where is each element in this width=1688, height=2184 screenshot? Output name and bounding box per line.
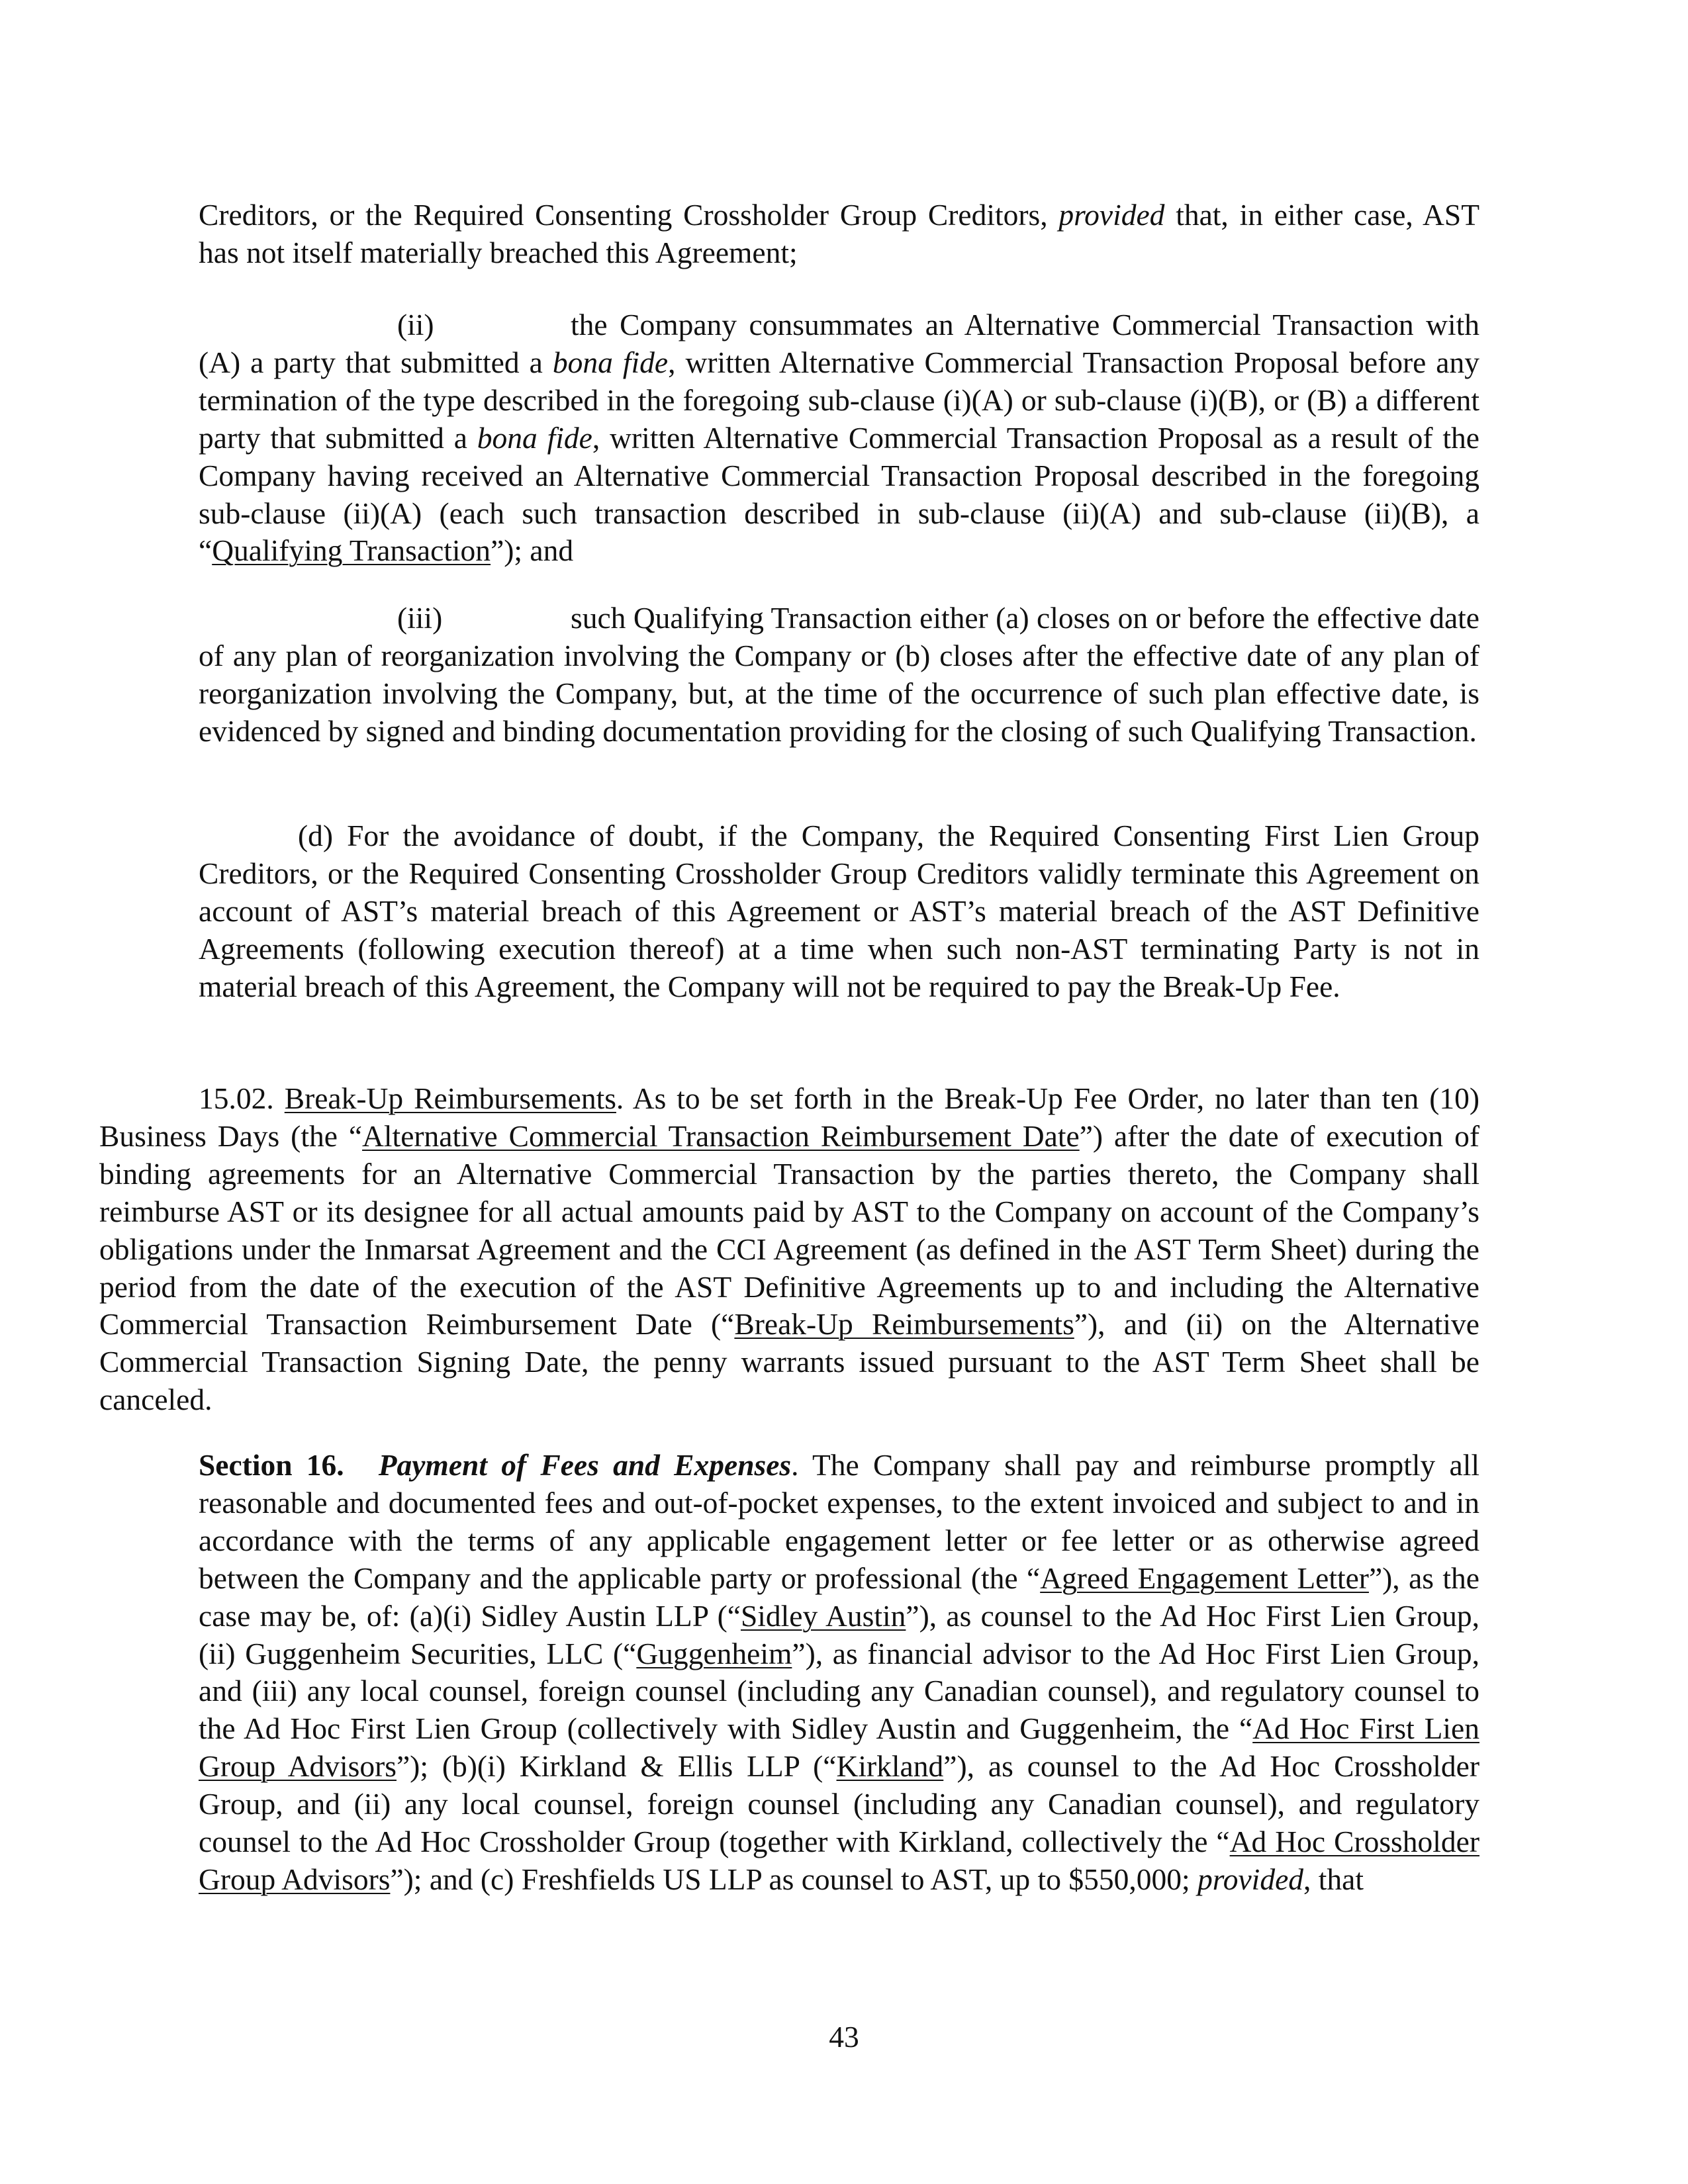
clause-d xyxy=(199,817,1479,1006)
text-run: ”); and xyxy=(491,533,574,568)
text-run: For the avoidance of doubt, if the Company, the Required Consenting First Lien Group Creditors, or the Required Consenting Crossholder Group Creditors validly terminate this Agreement on account of AST’s material breach of this Agreement or AST’s material breach of the AST Definitive Agreements (following execution thereof) at a time when such non-AST terminating Party is not in material breach of this Agreement, the Company will not be required to pay the Break-Up Fee. xyxy=(199,819,1480,1003)
section-heading: Break-Up Reimbursements xyxy=(284,1081,616,1115)
defined-term: Guggenheim xyxy=(636,1636,792,1670)
defined-term: Ad Hoc Crossholder Group Advisors xyxy=(199,1825,1479,1896)
section-number: 15.02. xyxy=(199,1081,274,1115)
text-run: Creditors, or the Required Consenting Crossholder Group Creditors, xyxy=(199,198,1059,232)
text-run: that, in either case, AST has not itself materially breached this Agreement; xyxy=(199,198,1479,269)
text-run: ”); and (c) Freshfields US LLP as counsel to AST, up to $550,000; xyxy=(390,1862,1197,1896)
section-15-02 xyxy=(99,1080,1479,1419)
clause-label: (d) xyxy=(298,819,334,852)
text-run: . The Company shall pay and reimburse promptly all reasonable and documented fees and out-of-pocket expenses, to the extent invoiced and subject to and in accordance with the terms of any applicable engagement letter or fee letter or as otherwise agreed between the Company and the applicable party or professional (the “ xyxy=(199,1448,1479,1595)
defined-term: Qualifying Transaction xyxy=(212,533,491,568)
clause-label: (ii) xyxy=(397,308,434,341)
text-run: ”), as the case may be, of: (a)(i) Sidley Austin LLP (“ xyxy=(199,1561,1479,1633)
italic-term: provided xyxy=(1197,1862,1304,1896)
text-run: , that xyxy=(1303,1862,1364,1896)
section-title: Payment of Fees and Expenses xyxy=(378,1448,792,1482)
text-run: ”), as counsel to the Ad Hoc Crossholder Group, and (ii) any local counsel, foreign counsel (including any Canadian counsel), and regulatory counsel to the Ad Hoc Crossholder Group (together with Kirkland, collectively the “ xyxy=(199,1749,1479,1859)
text-run: ”), and (ii) on the Alternative Commercial Transaction Signing Date, the penny warrants issued pursuant to the AST Term Sheet shall be canceled. xyxy=(99,1307,1480,1417)
defined-term: Agreed Engagement Letter xyxy=(1040,1561,1369,1595)
defined-term: Break-Up Reimbursements xyxy=(734,1307,1074,1342)
text-run: ”) after the date of execution of binding agreements for an Alternative Commercial Transaction by the parties thereto, the Company shall reimburse AST or its designee for all actual amounts paid by AST to the Company on account of the Company’s obligations under the Inmarsat Agreement and the CCI Agreement (as defined in the AST Term Sheet) during the period from the date of the execution of the AST Definitive Agreements up to and including the Alternative Commercial Transaction Reimbursement Date (“ xyxy=(99,1118,1479,1342)
text-run: . As to be set forth in the Break-Up Fee Order, no later than ten (10) Business Days (the “ xyxy=(99,1081,1480,1153)
italic-term: bona fide xyxy=(552,345,669,379)
clause-iii xyxy=(199,600,1479,751)
text-run: , written Alternative Commercial Transaction Proposal before any termination of the type described in the foregoing sub-clause (i)(A) or sub-clause (i)(B), or (B) a different party that submitted a xyxy=(199,345,1479,455)
text-run: ”), as counsel to the Ad Hoc First Lien Group, (ii) Guggenheim Securities, LLC (“ xyxy=(199,1598,1479,1670)
text-run: , written Alternative Commercial Transaction Proposal as a result of the Company having received an Alternative Commercial Transaction Proposal described in the foregoing sub-clause (ii)(A) (each such transaction described in sub-clause (ii)(A) and sub-clause (ii)(B), a “ xyxy=(199,420,1479,568)
text-run: ”), as financial advisor to the Ad Hoc First Lien Group, and (iii) any local counsel, foreign counsel (including any Canadian counsel), and regulatory counsel to the Ad Hoc First Lien Group (collectively with Sidley Austin and Guggenheim, the “ xyxy=(199,1636,1479,1746)
defined-term: Sidley Austin xyxy=(740,1598,906,1633)
paragraph-continuation xyxy=(199,197,1479,272)
page-number: 43 xyxy=(829,2020,859,2054)
italic-term: bona fide xyxy=(477,420,592,455)
section-16 xyxy=(199,1447,1479,1899)
text-run: ”); (b)(i) Kirkland & Ellis LLP (“ xyxy=(396,1749,837,1784)
text-run: such Qualifying Transaction either (a) closes on or before the effective date of any plan of reorganization involving the Company or (b) closes after the effective date of any plan of reorganization involving the Company, but, at the time of the occurrence of such plan effective date, is evidenced by signed and binding documentation providing for the closing of such Qualifying Transaction. xyxy=(199,601,1479,748)
text-run: the Company consummates an Alternative Commercial Transaction with (A) a party that submitted a xyxy=(199,308,1479,379)
clause-label: (iii) xyxy=(397,601,443,635)
italic-term: provided xyxy=(1058,198,1165,232)
defined-term: Ad Hoc First Lien Group Advisors xyxy=(199,1711,1479,1784)
clause-ii xyxy=(199,306,1479,570)
defined-term: Kirkland xyxy=(836,1749,944,1784)
defined-term: Alternative Commercial Transaction Reimbursement Date xyxy=(362,1118,1080,1153)
section-label: Section 16. xyxy=(199,1448,344,1482)
